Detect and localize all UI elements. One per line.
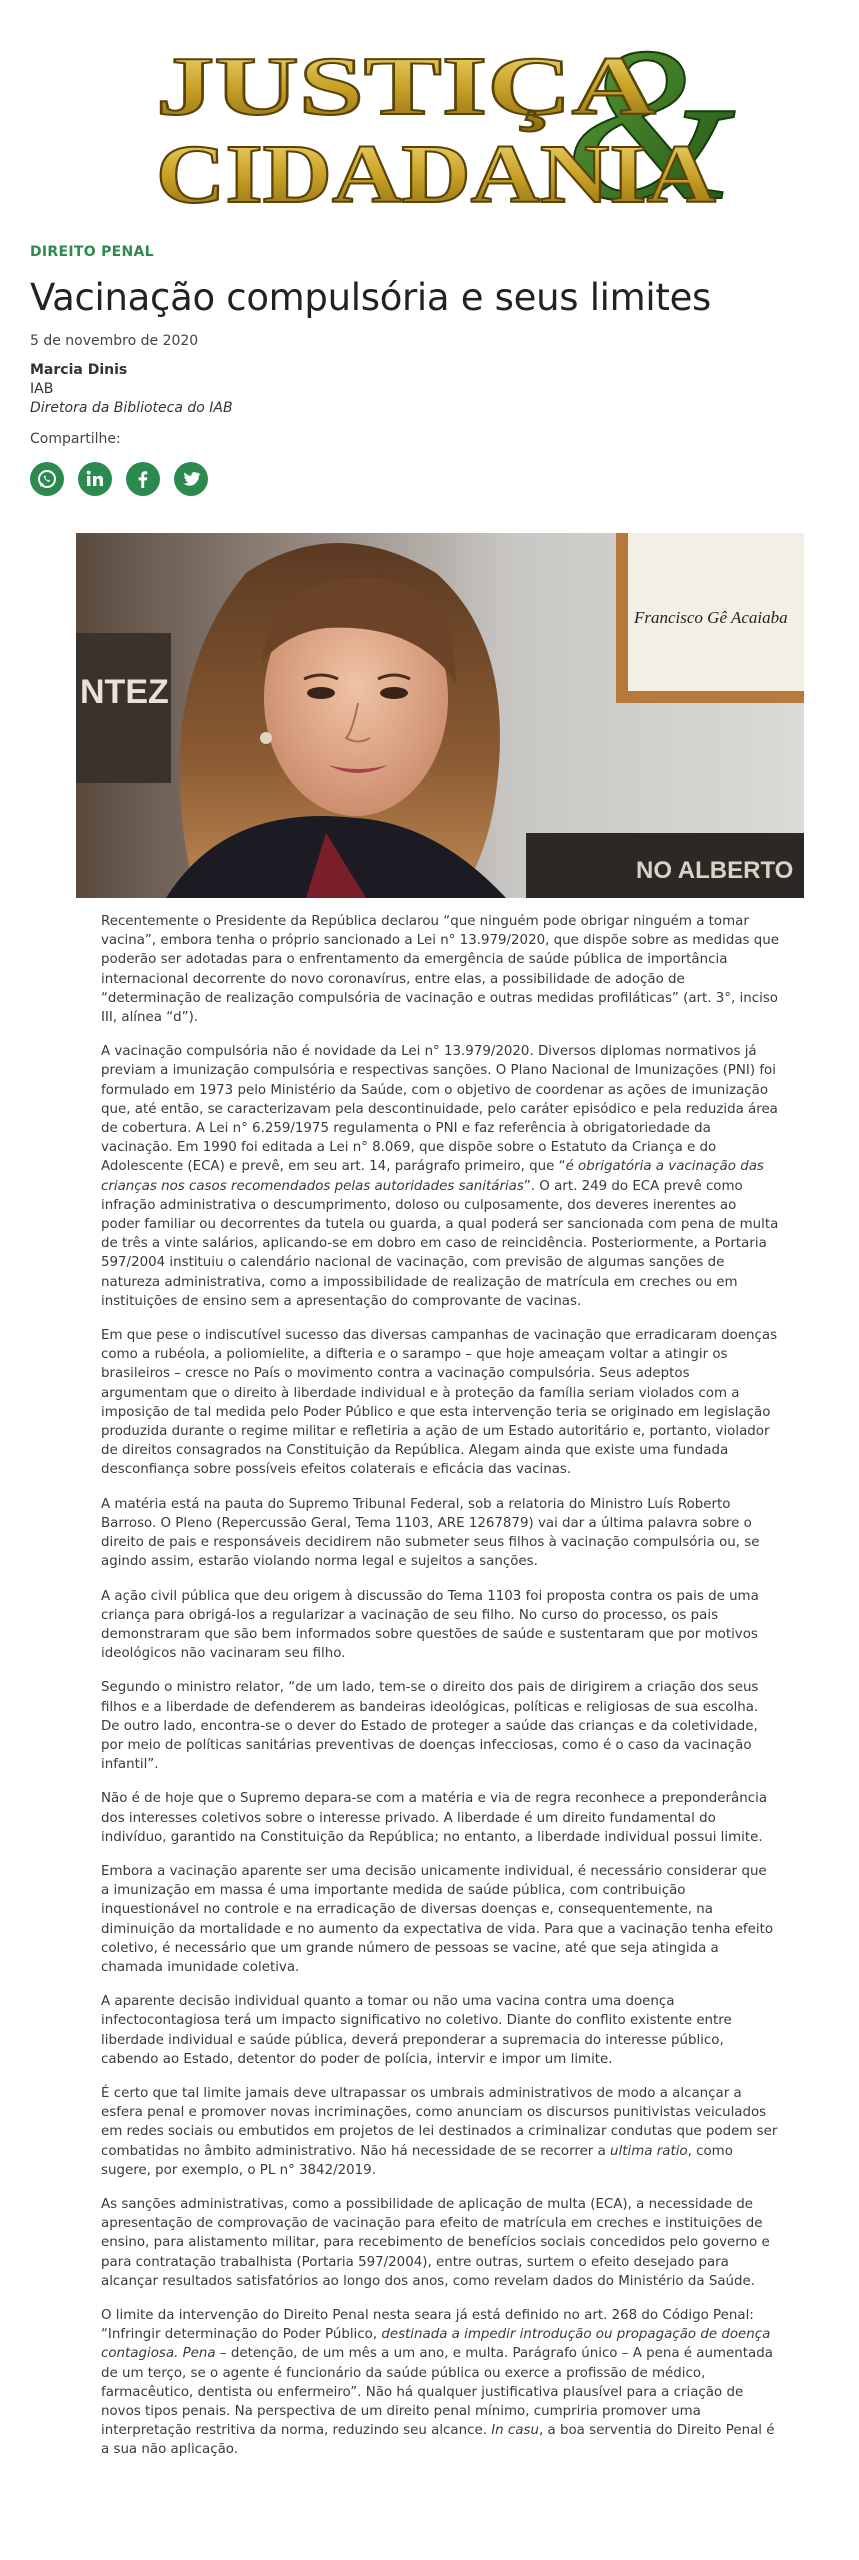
paragraph-6: Segundo o ministro relator, “de um lado, tem-se o direito dos pais de dirigirem a criação dos seus filhos e a liberdade de defenderem as bandeiras ideológicas, políticas e religiosas de sua escolha. De outro lado, encontra-se o dever do Estado de proteger a saúde das crianças e da coletividade, por meio de políticas sanitárias preventivas de doenças infecciosas, como é o caso da vacinação infantil”. <box>101 1680 759 1773</box>
paragraph-2: A vacinação compulsória não é novidade da Lei n° 13.979/2020. Diversos diplomas normativos já previam a imunização compulsória e respectivas sanções. O Plano Nacional de Imunizações (PNI) foi formulado em 1973 pelo Ministério da Saúde, com o objetivo de coordenar as ações de imunização que, até então, se caracterizavam pela descontinuidade, pelo caráter episódico e pela reduzida área de cobertura. A Lei n° 6.259/1975 regulamenta o PNI e faz referência à obrigatoriedade da vacinação. Em 1990 foi editada a Lei n° 8.069, que dispõe sobre o Estatuto da Criança e do Adolescente (ECA) e prevê, em seu art. 14, parágrafo primeiro, que “é obrigatória a vacinação das crianças nos casos recomendados pelas autoridades sanitárias”. O art. 249 do ECA prevê como infração administrativa o descumprimento, doloso ou culposamente, dos deveres inerentes ao poder familiar ou decorrentes da tutela ou guarda, a qual poderá ser sancionada com pena de multa de três a vinte salários, aplicando-se em dobro em caso de reincidência. Posteriormente, a Portaria 597/2004 instituiu o calendário nacional de vacinação, com previsão de algumas sanções de natureza administrativa, como a impossibilidade de realização de matrícula em creches ou em instituições de ensino sem a apresentação do comprovante de vacinas. <box>101 1044 779 1309</box>
photo-wall-letters: NTEZ <box>80 673 169 711</box>
paragraph-7: Não é de hoje que o Supremo depara-se com a matéria e via de regra reconhece a preponderância dos interesses coletivos sobre o interesse privado. A liberdade é um direito fundamental do indivíduo, garantido na Constituição da República; no entanto, a liberdade individual possui limite. <box>101 1791 768 1845</box>
masthead-logo[interactable] <box>150 28 790 218</box>
facebook-share-button[interactable] <box>126 462 160 496</box>
paragraph-12: O limite da intervenção do Direito Penal nesta seara já está definido no art. 268 do Código Penal: “Infringir determinação do Poder Público, destinada a impedir introdução ou propagação de doença contagiosa. Pena – detenção, de um mês a um ano, e multa. Parágrafo único – A pena é aumentada de um terço, se o agente é funcionário da saúde pública ou exerce a profissão de médico, farmacêutico, dentista ou enfermeiro”. Não há qualquer justificativa plausível para a criação de novos tipos penais. Na perspectiva de um direito penal mínimo, cumpriria promover uma interpretação restritiva da norma, reduzindo seu alcance. In casu, a boa serventia do Direito Penal é a sua não aplicação. <box>101 2308 775 2458</box>
article-title: Vacinação compulsória e seus limites <box>30 276 712 319</box>
share-label: Compartilhe: <box>30 431 121 447</box>
photo-plaque-text: NO ALBERTO <box>636 857 794 884</box>
paragraph-8: Embora a vacinação aparente ser uma decisão unicamente individual, é necessário considerar que a imunização em massa é uma importante medida de saúde pública, com contribuição inquestionável no controle e na erradicação de diversas doenças e, consequentemente, na diminuição da mortalidade e no aumento da expectativa de vida. Para que a vacinação tenha efeito coletivo, é necessário que um grande número de pessoas se vacine, até que seja atingida a chamada imunidade coletiva. <box>101 1863 774 1975</box>
whatsapp-share-button[interactable] <box>30 462 64 496</box>
share-buttons <box>30 462 208 496</box>
article-body <box>101 912 779 2475</box>
article-category[interactable]: DIREITO PENAL <box>30 244 154 260</box>
woman-portrait-image <box>76 533 804 898</box>
paragraph-11: As sanções administrativas, como a possibilidade de aplicação de multa (ECA), a necessidade de apresentação de comprovação de vacinação para efeito de matrícula em creches e instituições de ensino, para alistamento militar, para recebimento de benefícios sociais concedidos pelo governo e para contratação trabalhista (Portaria 597/2004), entre outras, surtem o efeito desejado para alcançar resultados satisfatórios ao longo dos anos, como revelam dados do Ministério da Saúde. <box>101 2196 770 2289</box>
paragraph-4: A matéria está na pauta do Supremo Tribunal Federal, sob a relatoria do Ministro Luís Roberto Barroso. O Pleno (Repercussão Geral, Tema 1103, ARE 1267879) vai dar a última palavra sobre o direito de pais e responsáveis decidirem não submeter seus filhos à vacinação compulsória ou, se agindo assim, estarão violando norma legal e sujeitos a sanções. <box>101 1496 760 1570</box>
facebook-icon <box>133 469 153 489</box>
article-photo <box>76 533 804 898</box>
logo-ampersand: & <box>564 28 736 218</box>
author-org: IAB <box>30 381 54 397</box>
twitter-icon <box>181 469 201 489</box>
paragraph-3: Em que pese o indiscutível sucesso das diversas campanhas de vacinação que erradicaram doenças como a rubéola, a poliomielite, a difteria e o sarampo – que hoje ameaçam voltar a atingir os brasileiros – cresce no País o movimento contra a vacinação compulsória. Seus adeptos argumentam que o direito à liberdade individual e à proteção da família seriam violados com a imposição de tal medida pelo Poder Público e que esta intervenção teria se originado em legislação produzida durante o regime militar e refletiria a ação de um Estado autoritário e, portanto, violador de direitos consagrados na Constituição da República. Alegam ainda que existe uma fundada desconfiança sobre possíveis efeitos colaterais e eficácia das vacinas. <box>101 1328 778 1478</box>
twitter-share-button[interactable] <box>174 462 208 496</box>
author-name: Marcia Dinis <box>30 362 128 378</box>
logo-line-1: JUSTIÇA <box>156 40 657 133</box>
paragraph-9: A aparente decisão individual quanto a tomar ou não uma vacina contra uma doença infectocontagiosa terá um impacto significativo no coletivo. Diante do conflito existente entre liberdade individual e saúde pública, deverá preponderar a supremacia do interesse público, cabendo ao Estado, detentor do poder de polícia, intervir e impor um limite. <box>101 1994 732 2067</box>
author-block <box>30 361 233 418</box>
logo-line-2: CIDADANIA <box>156 128 717 218</box>
linkedin-icon <box>85 469 105 489</box>
author-role: Diretora da Biblioteca do IAB <box>30 400 233 416</box>
paragraph-5: A ação civil pública que deu origem à discussão do Tema 1103 foi proposta contra os pais de uma criança para obrigá-los a regularizar a vacinação de seu filho. No curso do processo, os pais demonstraram que são bem informados sobre questões de saúde e sustentaram que por motivos ideológicos não vacinaram seu filho. <box>101 1588 759 1662</box>
article-date: 5 de novembro de 2020 <box>30 333 199 349</box>
paragraph-1: Recentemente o Presidente da República declarou “que ninguém pode obrigar ninguém a tomar vacina”, embora tenha o próprio sancionado a Lei n° 13.979/2020, que dispõe sobre as medidas que poderão ser adotadas para o enfrentamento da emergência de saúde pública de importância internacional decorrente do novo coronavírus, entre elas, a possibilidade de adoção de “determinação de realização compulsória de vacinação e outras medidas profiláticas” (art. 3°, inciso III, alínea “d”). <box>101 914 779 1026</box>
linkedin-share-button[interactable] <box>78 462 112 496</box>
paragraph-10: É certo que tal limite jamais deve ultrapassar os umbrais administrativos de modo a alcançar a esfera penal e promover novas incriminações, como anunciam os discursos punitivistas veiculados em redes sociais ou embutidos em projetos de lei destinados a criminalizar condutas que podem ser combatidas no âmbito administrativo. Não há necessidade de se recorrer a ultima ratio, como sugere, por exemplo, o PL n° 3842/2019. <box>101 2085 778 2178</box>
whatsapp-icon <box>36 468 58 490</box>
logo-graphic <box>150 28 790 218</box>
photo-frame-signature: Francisco Gê Acaiaba <box>634 608 788 627</box>
